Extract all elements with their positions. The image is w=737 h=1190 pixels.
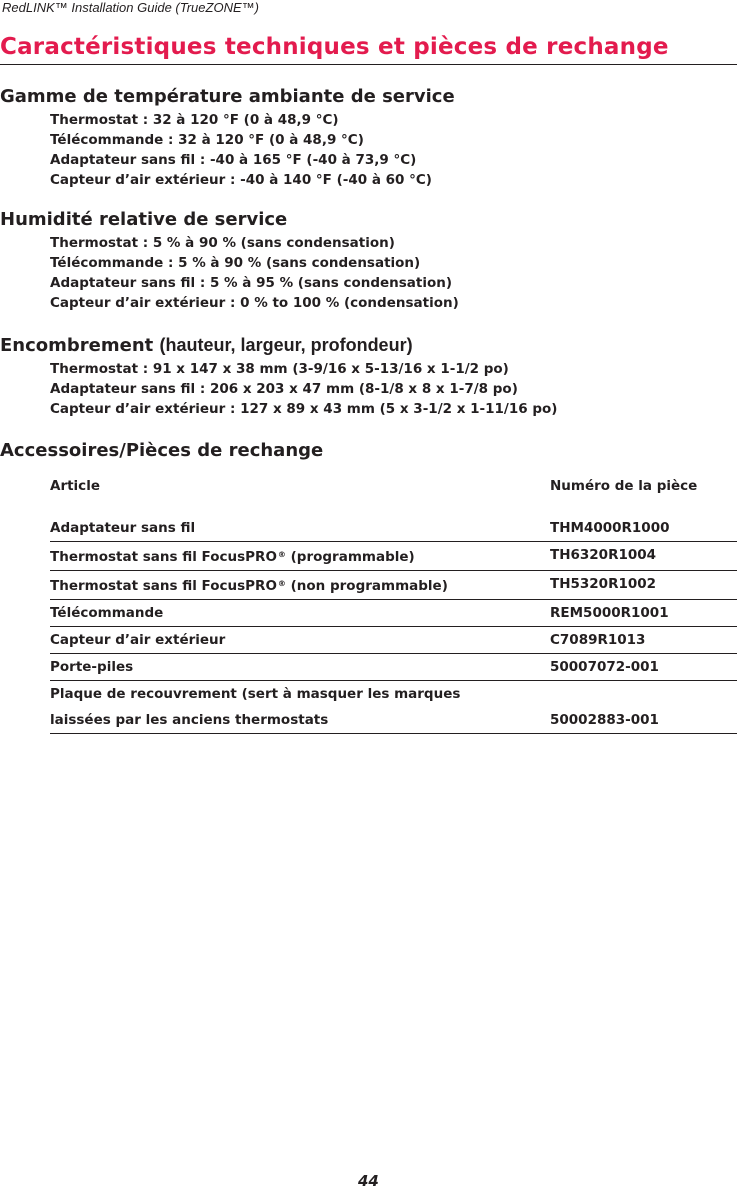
spec-line: Télécommande : 5 % à 90 % (sans condensation)	[50, 255, 421, 271]
dimensions-section	[0, 335, 557, 419]
spec-line: Télécommande : 32 à 120 °F (0 à 48,9 °C)	[50, 132, 364, 148]
row-article-text: Thermostat sans fil FocusPRO	[50, 549, 277, 565]
table-row	[50, 515, 737, 542]
spec-line: Adaptateur sans fil : 5 % à 95 % (sans condensation)	[50, 275, 453, 291]
section-title-dimensions-main: Encombrement	[0, 335, 154, 356]
table-row	[50, 600, 737, 627]
table-row	[50, 654, 737, 681]
humidity-section	[0, 209, 459, 313]
column-header-article: Article	[50, 478, 100, 494]
section-title-dimensions	[0, 335, 557, 356]
row-article: Porte-piles	[50, 659, 134, 675]
row-article: Adaptateur sans fil	[50, 520, 196, 536]
running-header: RedLINK™ Installation Guide (TrueZONE™)	[2, 0, 259, 15]
column-header-part-number: Numéro de la pièce	[550, 478, 698, 494]
spec-line: Thermostat : 5 % à 90 % (sans condensation)	[50, 235, 395, 251]
section-title-dimensions-paren: (hauteur, largeur, profondeur)	[159, 335, 413, 355]
row-part-number: TH5320R1002	[550, 576, 657, 592]
spec-line: Adaptateur sans fil : -40 à 165 °F (-40 à 73,9 °C)	[50, 152, 417, 168]
spec-line: Adaptateur sans fil : 206 x 203 x 47 mm (8-1/8 x 8 x 1-7/8 po)	[50, 381, 518, 397]
table-header	[50, 475, 737, 497]
row-article	[50, 575, 550, 595]
section-title-accessories: Accessoires/Pièces de rechange	[0, 440, 324, 461]
row-article	[50, 685, 550, 729]
parts-table	[50, 475, 737, 734]
temperature-section	[0, 86, 455, 190]
row-article-suffix: (programmable)	[285, 549, 415, 565]
table-row	[50, 542, 737, 571]
section-title-humidity: Humidité relative de service	[0, 209, 288, 230]
row-article: Télécommande	[50, 605, 164, 621]
registered-mark: ®	[277, 579, 286, 588]
accessories-section	[0, 440, 323, 461]
page-number: 44	[358, 1172, 379, 1190]
row-part-number: C7089R1013	[550, 632, 646, 648]
row-article: Capteur d’air extérieur	[50, 632, 226, 648]
row-article-line: laissées par les anciens thermostats	[50, 712, 329, 728]
spec-line: Capteur d’air extérieur : -40 à 140 °F (-40 à 60 °C)	[50, 172, 432, 188]
spec-line: Thermostat : 32 à 120 °F (0 à 48,9 °C)	[50, 112, 339, 128]
row-article	[50, 546, 550, 566]
spec-line: Capteur d’air extérieur : 127 x 89 x 43 mm (5 x 3-1/2 x 1-11/16 po)	[50, 401, 558, 417]
spec-line: Capteur d’air extérieur : 0 % to 100 % (condensation)	[50, 295, 459, 311]
row-article-text: Thermostat sans fil FocusPRO	[50, 578, 277, 594]
table-row	[50, 681, 737, 734]
title-divider	[0, 64, 737, 65]
row-part-number: REM5000R1001	[550, 605, 669, 621]
row-part-number: THM4000R1000	[550, 520, 670, 536]
row-article-suffix: (non programmable)	[285, 578, 448, 594]
row-article-line: Plaque de recouvrement (sert à masquer les marques	[50, 686, 461, 702]
row-part-number: 50007072-001	[550, 659, 659, 675]
spec-line: Thermostat : 91 x 147 x 38 mm (3-9/16 x 5-13/16 x 1-1/2 po)	[50, 361, 509, 377]
table-row	[50, 627, 737, 654]
page-title: Caractéristiques techniques et pièces de rechange	[0, 34, 669, 60]
row-part-number: TH6320R1004	[550, 547, 657, 563]
table-row	[50, 571, 737, 600]
section-title-temperature: Gamme de température ambiante de service	[0, 86, 455, 107]
row-part-number: 50002883-001	[550, 712, 659, 728]
registered-mark: ®	[277, 550, 286, 559]
